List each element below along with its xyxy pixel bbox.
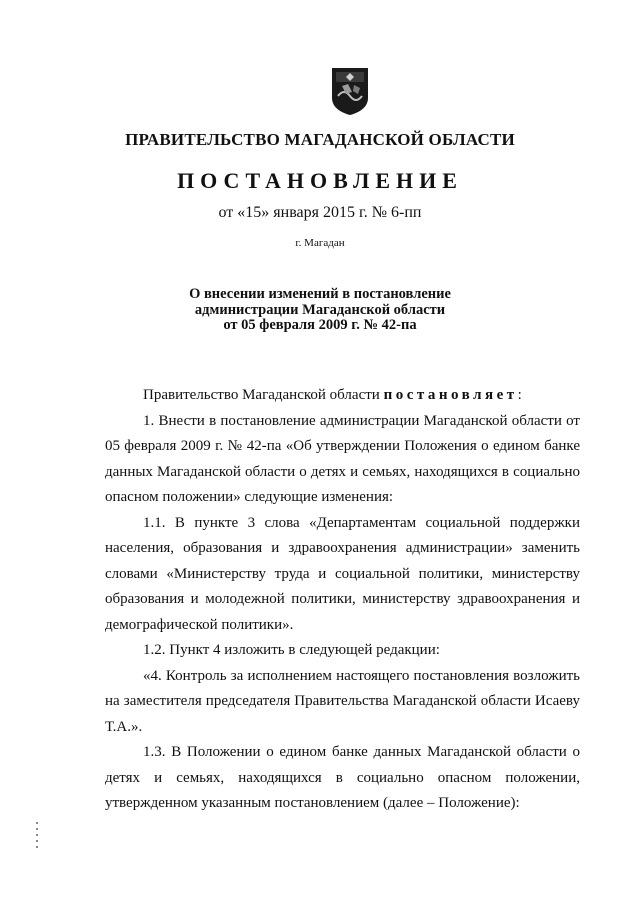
document-body <box>105 383 580 817</box>
subject-line: администрации Магаданской области <box>194 301 446 318</box>
intro-paragraph <box>105 383 580 409</box>
paragraph-1-2-quote: «4. Контроль за исполнением настоящего постановления возложить на заместителя председателя Правительства Магаданской области Исаеву Т.А.». <box>105 667 580 735</box>
paragraph-1-3: 1.3. В Положении о едином банке данных Магаданской области о детях и семьях, находящихся в социально опасном положении, утвержденном указанным постановлением (далее – Положение): <box>105 744 580 811</box>
document-type-title: ПОСТАНОВЛЕНИЕ <box>177 168 463 193</box>
intro-keyword: постановляет <box>383 387 518 403</box>
subject-line: О внесении изменений в постановление <box>189 286 451 302</box>
paragraph-1-1: 1.1. В пункте 3 слова «Департаментам социальной поддержки населения, образования и здравоохранения администрации» заменить словами «Министерству труда и социальной политики, министерству образования и молодежной политики, министерству здравоохранения и демографической политики». <box>105 514 580 633</box>
magadan-coat-of-arms-icon <box>330 66 370 116</box>
intro-colon: : <box>517 387 522 403</box>
margin-scan-marks <box>36 822 40 862</box>
intro-text: Правительство Магаданской области <box>143 387 384 403</box>
document-city: г. Магадан <box>295 237 345 249</box>
document-date-number: от «15» января 2015 г. № 6-пп <box>218 204 422 221</box>
paragraph-1-2: 1.2. Пункт 4 изложить в следующей редакции: <box>143 642 440 658</box>
document-subject <box>0 287 640 334</box>
paragraph-1: 1. Внести в постановление администрации Магаданской области от 05 февраля 2009 г. № 42-па «Об утверждении Положения о едином банке данных Магаданской области о детях и семьях, находящихся в социально опасном положении» следующие изменения: <box>105 412 580 505</box>
subject-line: от 05 февраля 2009 г. № 42-па <box>223 317 417 333</box>
government-name: ПРАВИТЕЛЬСТВО МАГАДАНСКОЙ ОБЛАСТИ <box>125 130 515 149</box>
